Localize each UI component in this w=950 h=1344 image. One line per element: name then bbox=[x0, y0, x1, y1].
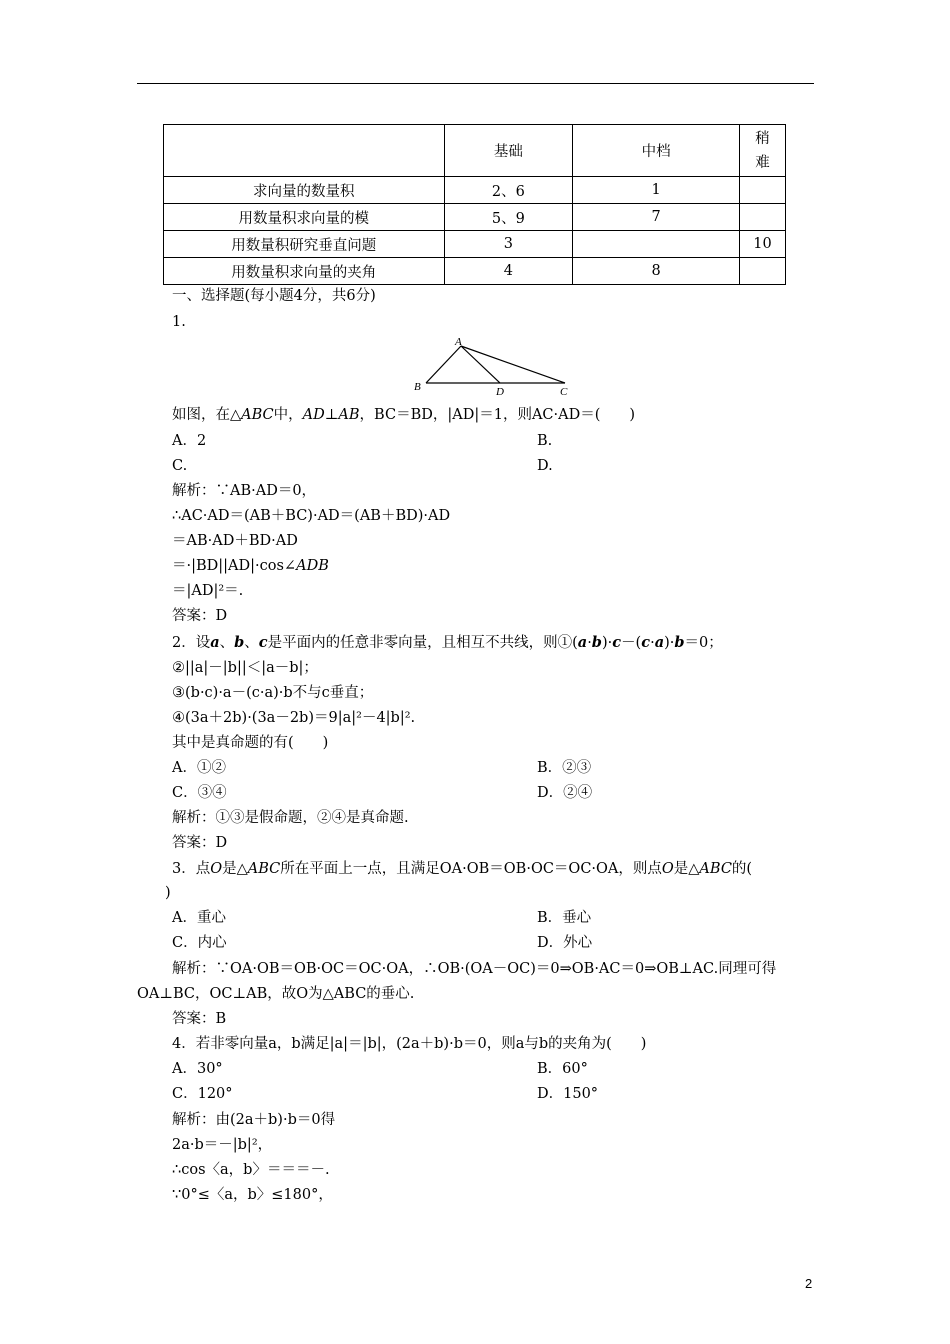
header-line: 稍 bbox=[755, 130, 770, 147]
q3-option-b: B．垂心 bbox=[537, 910, 592, 926]
label-d: D bbox=[496, 386, 504, 398]
table-row bbox=[164, 177, 786, 204]
segment-ab bbox=[426, 346, 461, 383]
q1-option-b: B. bbox=[537, 433, 553, 449]
q1-number: 1. bbox=[172, 314, 186, 330]
table-header-cell bbox=[164, 125, 445, 177]
segment-ad bbox=[461, 346, 500, 383]
q1-solution-4 bbox=[172, 557, 329, 575]
q2-a: a bbox=[654, 634, 665, 651]
q2-r1: )· bbox=[601, 635, 613, 651]
q1-stem bbox=[172, 406, 635, 424]
page-number: 2 bbox=[805, 1276, 813, 1291]
q1-solution-2: ∴AC·AD＝(AB＋BC)·AD＝(AB＋BD)·AD bbox=[172, 508, 451, 524]
q1-answer: 答案：D bbox=[172, 608, 228, 624]
table-cell: 3 bbox=[444, 231, 573, 258]
difficulty-table bbox=[163, 124, 786, 285]
q2-a: a bbox=[210, 634, 220, 651]
q4-stem: 4．若非零向量a，b满足|a|＝|b|，(2a＋b)·b＝0，则a与b的夹角为( ) bbox=[172, 1036, 647, 1052]
q3-option-d: D．外心 bbox=[537, 935, 593, 951]
table-cell: 7 bbox=[573, 204, 740, 231]
table-header-cell bbox=[740, 125, 786, 177]
table-cell bbox=[740, 177, 786, 204]
q2-r2: )· bbox=[664, 635, 675, 651]
table-row bbox=[164, 231, 786, 258]
q2-pre: 2．设 bbox=[172, 635, 211, 651]
q2-solution: 解析：①③是假命题，②④是真命题. bbox=[172, 810, 409, 826]
q2-stem-2: ②||a|－|b||＜|a－b|； bbox=[172, 660, 318, 676]
table-cell bbox=[573, 231, 740, 258]
q2-b: b bbox=[591, 634, 602, 651]
q3-o: O bbox=[661, 861, 674, 877]
q2-dot: · bbox=[587, 635, 592, 651]
q2-end: ＝0； bbox=[684, 635, 723, 651]
q2-stem-5: 其中是真命题的有( ) bbox=[172, 735, 329, 751]
q3-stem-1 bbox=[172, 860, 752, 878]
table-cell: 8 bbox=[573, 258, 740, 285]
q3-option-a: A．重心 bbox=[172, 910, 226, 926]
q3-answer: 答案：B bbox=[172, 1011, 227, 1027]
q4-solution-2: 2a·b＝－|b|²， bbox=[172, 1137, 273, 1153]
q2-minus: －( bbox=[621, 635, 642, 651]
table-header-cell: 中档 bbox=[573, 125, 740, 177]
table-cell: 2、6 bbox=[444, 177, 573, 204]
q4-option-a: A．30° bbox=[172, 1061, 223, 1077]
q3-abc: ABC bbox=[699, 861, 732, 877]
table-row bbox=[164, 258, 786, 285]
q3-option-c: C．内心 bbox=[172, 935, 227, 951]
section-heading: 一、选择题(每小题4分，共6分) bbox=[172, 288, 376, 304]
q1-stem-mid: 中， bbox=[273, 407, 303, 423]
q1-solution-5: ＝|AD|²＝. bbox=[172, 583, 244, 599]
q3-mid: 是△ bbox=[222, 861, 248, 877]
q1-option-c: C. bbox=[172, 458, 188, 474]
q1-stem-perp: ⊥ bbox=[324, 407, 339, 423]
q1-solution-1: 解析：∵AB·AD＝0， bbox=[172, 483, 317, 499]
q1-solution-4-adb: ADB bbox=[296, 558, 329, 574]
label-a: A bbox=[455, 336, 462, 348]
q2-c: c bbox=[612, 634, 622, 651]
table-cell: 1 bbox=[573, 177, 740, 204]
q2-c: c bbox=[641, 634, 651, 651]
q2-option-b: B．②③ bbox=[537, 760, 592, 776]
q4-solution-1: 解析：由(2a＋b)·b＝0得 bbox=[172, 1112, 336, 1128]
q3-pre: 3．点 bbox=[172, 861, 211, 877]
q4-solution-4: ∵0°≤〈a，b〉≤180°， bbox=[172, 1187, 333, 1203]
label-c: C bbox=[560, 386, 568, 398]
table-cell: 求向量的数量积 bbox=[164, 177, 445, 204]
header-line: 难 bbox=[755, 154, 770, 171]
q2-answer: 答案：D bbox=[172, 835, 228, 851]
q3-o: O bbox=[210, 861, 223, 877]
table-cell: 10 bbox=[740, 231, 786, 258]
table-cell: 用数量积求向量的模 bbox=[164, 204, 445, 231]
q2-stem-4: ④(3a＋2b)·(3a－2b)＝9|a|²－4|b|². bbox=[172, 710, 416, 726]
header-rule bbox=[137, 83, 814, 84]
table-cell: 用数量积求向量的夹角 bbox=[164, 258, 445, 285]
triangle-figure bbox=[410, 336, 580, 400]
q2-option-d: D．②④ bbox=[537, 785, 593, 801]
q3-abc: ABC bbox=[247, 861, 281, 877]
q4-solution-3: ∴cos〈a，b〉＝＝＝－. bbox=[172, 1162, 330, 1178]
q3-solution-2: OA⊥BC，OC⊥AB，故O为△ABC的垂心. bbox=[137, 986, 415, 1002]
q1-stem-abc: ABC bbox=[241, 407, 274, 423]
q3-post: 所在平面上一点，且满足OA·OB＝OB·OC＝OC·OA，则点 bbox=[280, 861, 662, 877]
q2-dot: · bbox=[650, 635, 655, 651]
q1-stem-post: ，BC＝BD，|AD|＝1，则AC·AD＝( ) bbox=[359, 407, 636, 423]
q1-stem-ab: AB bbox=[338, 407, 360, 423]
table-cell: 用数量积研究垂直问题 bbox=[164, 231, 445, 258]
q1-stem-ad: AD bbox=[302, 407, 325, 423]
q4-option-d: D．150° bbox=[537, 1086, 599, 1102]
q3-mid2: 是△ bbox=[673, 861, 700, 877]
q4-option-c: C．120° bbox=[172, 1086, 233, 1102]
table-cell: 4 bbox=[444, 258, 573, 285]
q1-option-d: D. bbox=[537, 458, 553, 474]
q1-solution-3: ＝AB·AD＋BD·AD bbox=[172, 533, 298, 549]
table-cell: 5、9 bbox=[444, 204, 573, 231]
table-header-row bbox=[164, 125, 786, 177]
q3-stem-2: ) bbox=[165, 885, 171, 901]
q2-b: b bbox=[234, 634, 245, 651]
q2-stem-1 bbox=[172, 634, 723, 652]
q2-stem-3: ③(b·c)·a－(c·a)·b不与c垂直； bbox=[172, 685, 374, 701]
q1-solution-4-pre: ＝·|BD||AD|·cos∠ bbox=[172, 558, 297, 574]
q2-post: 是平面内的任意非零向量，且相互不共线，则①( bbox=[267, 635, 578, 651]
q3-solution-1: 解析：∵OA·OB＝OB·OC＝OC·OA，∴OB·(OA－OC)＝0⇒OB·AC＝0⇒OB⊥AC.同理可得 bbox=[172, 961, 777, 977]
q2-a: a bbox=[577, 634, 588, 651]
q1-stem-pre: 如图，在△ bbox=[172, 407, 242, 423]
q2-sep: 、 bbox=[244, 635, 259, 651]
segment-ac bbox=[461, 346, 565, 383]
q2-option-a: A．①② bbox=[172, 760, 226, 776]
q2-c: c bbox=[258, 634, 268, 651]
table-row bbox=[164, 204, 786, 231]
table-cell bbox=[740, 258, 786, 285]
q2-sep: 、 bbox=[219, 635, 235, 651]
table-header-cell: 基础 bbox=[444, 125, 573, 177]
q1-option-a: A．2 bbox=[172, 433, 207, 449]
table-cell bbox=[740, 204, 786, 231]
q3-end: 的( bbox=[731, 861, 753, 877]
q2-option-c: C．③④ bbox=[172, 785, 227, 801]
label-b: B bbox=[414, 381, 421, 393]
q4-option-b: B．60° bbox=[537, 1061, 588, 1077]
q2-b: b bbox=[674, 634, 685, 651]
